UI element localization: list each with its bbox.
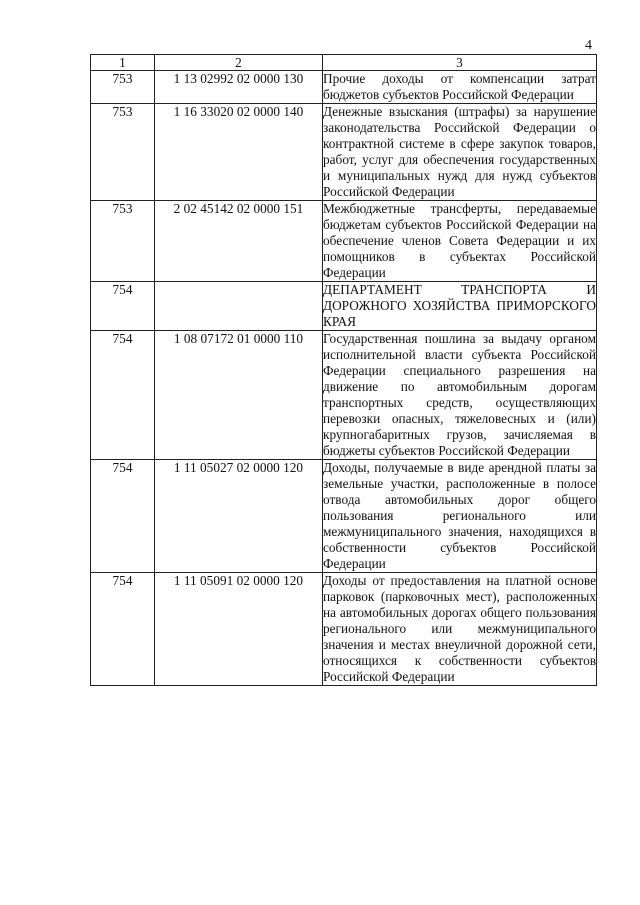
revenue-code-cell: 2 02 45142 02 0000 151 [155,201,323,282]
table-row [91,282,597,331]
table-row [91,201,597,282]
page-number: 4 [585,38,592,53]
revenue-code-cell [155,282,323,331]
table-row [91,71,597,104]
table-header-row [91,55,597,71]
description-cell: Государственная пошлина за выдачу органом исполнительной власти субъекта Российской Федерации специального разрешения на движение по автомобильным дорогам транспортных средств, осуществляющих перевозки опасных, тяжеловесных и (или) крупногабаритных грузов, зачисляемая в бюджеты субъектов Российской Федерации [323,331,596,458]
admin-code-cell: 754 [91,573,155,686]
revenue-code-cell: 1 16 33020 02 0000 140 [155,104,323,201]
admin-code-cell: 754 [91,282,155,331]
department-heading-cell: ДЕПАРТАМЕНТ ТРАНСПОРТА И ДОРОЖНОГО ХОЗЯЙСТВА ПРИМОРСКОГО КРАЯ [323,282,596,329]
description-cell: Доходы, получаемые в виде арендной платы за земельные участки, расположенные в полосе отвода автомобильных дорог общего пользования регионального или межмуниципального значения, находящихся в собственности субъектов Российской Федерации [323,460,596,571]
table-row [91,104,597,201]
revenue-classification-table [90,54,597,686]
revenue-code-cell: 1 08 07172 01 0000 110 [155,331,323,460]
description-cell: Прочие доходы от компенсации затрат бюджетов субъектов Российской Федерации [323,71,596,102]
admin-code-cell: 753 [91,71,155,104]
description-cell: Денежные взыскания (штрафы) за нарушение законодательства Российской Федерации о контрактной системе в сфере закупок товаров, работ, услуг для обеспечения государственных и муниципальных нужд для нужд субъектов Российской Федерации [323,104,596,199]
table-row [91,331,597,460]
description-cell: Доходы от предоставления на платной основе парковок (парковочных мест), расположенных на автомобильных дорогах общего пользования регионального или межмуниципального значения и местах внеуличной дорожной сети, относящихся к собственности субъектов Российской Федерации [323,573,596,684]
column-header-1: 1 [91,55,155,71]
admin-code-cell: 753 [91,201,155,282]
admin-code-cell: 754 [91,460,155,573]
table-row [91,573,597,686]
column-header-3: 3 [323,55,597,71]
admin-code-cell: 754 [91,331,155,460]
admin-code-cell: 753 [91,104,155,201]
revenue-code-cell: 1 11 05091 02 0000 120 [155,573,323,686]
description-cell: Межбюджетные трансферты, передаваемые бюджетам субъектов Российской Федерации на обеспечение членов Совета Федерации и их помощников в субъектах Российской Федерации [323,201,596,280]
revenue-code-cell: 1 11 05027 02 0000 120 [155,460,323,573]
revenue-code-cell: 1 13 02992 02 0000 130 [155,71,323,104]
column-header-2: 2 [155,55,323,71]
table-row [91,460,597,573]
